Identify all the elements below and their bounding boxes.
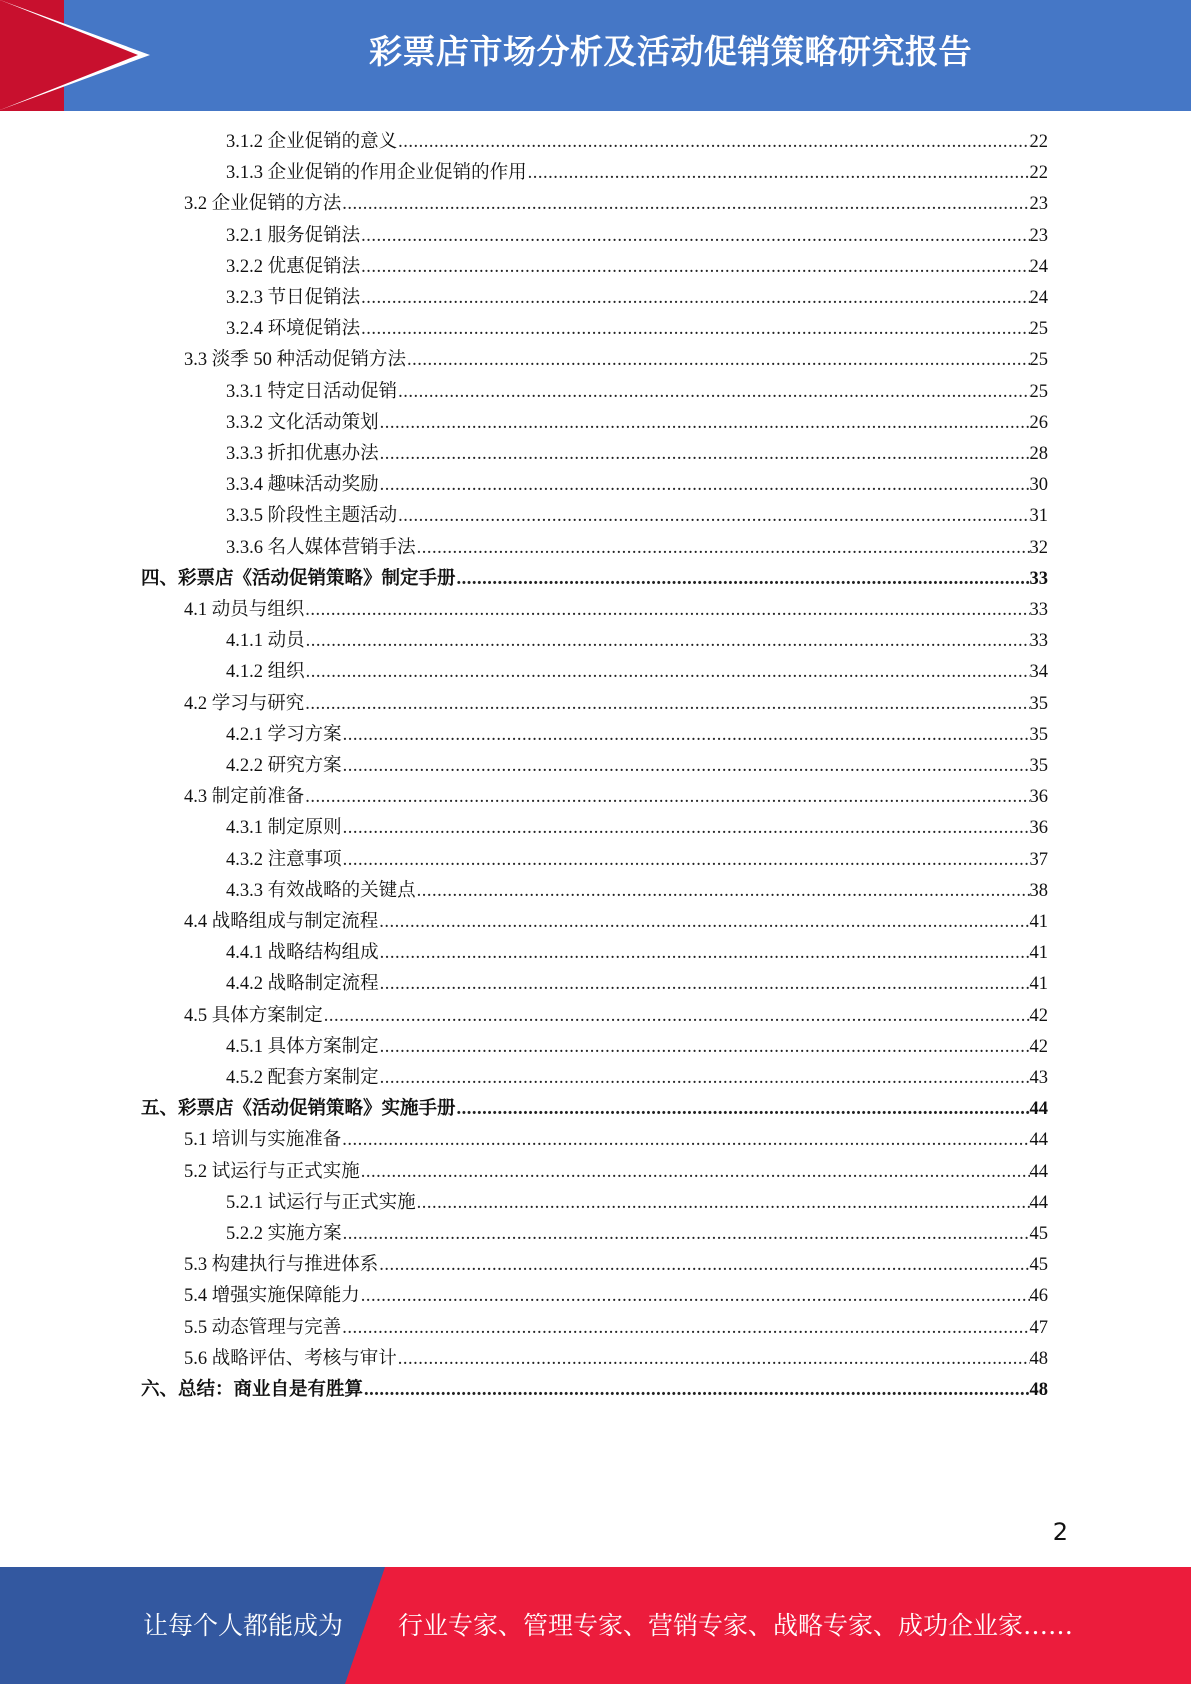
toc-entry-page: 24 [1029,288,1048,308]
toc-entry-page: 22 [1029,132,1048,152]
toc-leader-dots [398,1344,1030,1375]
toc-entry-page: 23 [1029,225,1048,246]
toc-leader-dots [364,1375,1029,1406]
toc-entry-label: 3.3.1 特定日活动促销 [226,381,398,402]
toc-entry-label: 4.5.1 具体方案制定 [226,1036,379,1057]
toc-leader-dots [398,127,1029,158]
toc-entry-label: 五、彩票店《活动促销策略》实施手册 [141,1099,456,1120]
toc-leader-dots [380,439,1030,470]
toc-leader-dots [457,564,1030,595]
toc-entry[interactable] [226,720,1048,751]
toc-leader-dots [343,751,1030,782]
footer-blue-diagonal [345,1567,385,1684]
toc-entry-page: 44 [1029,1130,1048,1151]
toc-entry-label: 5.1 培训与实施准备 [184,1130,342,1151]
toc-entry[interactable] [226,439,1048,470]
toc-entry[interactable] [226,377,1048,408]
toc-entry-label: 4.1.1 动员 [226,631,305,652]
toc-leader-dots [343,720,1030,751]
toc-leader-dots [380,969,1030,1000]
toc-entry-label: 3.2.3 节日促销法 [226,288,361,308]
toc-leader-dots [306,657,1030,688]
toc-entry-label: 4.3.2 注意事项 [226,849,342,870]
toc-entry-page: 37 [1029,849,1048,870]
toc-entry[interactable] [226,845,1048,876]
toc-leader-dots [324,1001,1030,1032]
toc-leader-dots [379,1250,1029,1281]
toc-entry[interactable] [184,1281,1048,1312]
toc-entry[interactable] [184,907,1048,938]
toc-leader-dots [361,252,1029,283]
toc-entry-page: 34 [1029,662,1048,683]
toc-entry-page: 46 [1029,1286,1048,1307]
toc-entry-page: 35 [1029,693,1048,714]
toc-entry-page: 36 [1029,787,1048,808]
toc-leader-dots [305,689,1029,720]
toc-entry[interactable] [226,1188,1048,1219]
toc-entry[interactable] [184,1344,1048,1375]
toc-leader-dots [380,1063,1030,1094]
toc-entry-label: 3.2.4 环境促销法 [226,319,361,340]
toc-entry-page: 48 [1029,1348,1048,1369]
toc-entry-page: 23 [1029,194,1048,215]
toc-entry-label: 3.2.2 优惠促销法 [226,256,361,277]
toc-leader-dots [380,408,1030,439]
toc-entry-label: 4.3.1 制定原则 [226,818,342,839]
toc-entry-label: 3.1.3 企业促销的作用企业促销的作用 [226,163,527,184]
toc-entry-page: 25 [1029,319,1048,340]
toc-entry[interactable] [226,876,1048,907]
toc-entry[interactable] [141,1094,1048,1125]
toc-entry-label: 六、总结：商业自是有胜算 [141,1380,364,1400]
toc-leader-dots [305,595,1029,626]
toc-entry-label: 4.2 学习与研究 [184,693,305,714]
toc-leader-dots [380,938,1030,969]
toc-entry-label: 3.1.2 企业促销的意义 [226,132,398,152]
toc-entry-label: 四、彩票店《活动促销策略》制定手册 [141,568,456,589]
toc-leader-dots [417,533,1030,564]
toc-entry[interactable] [226,533,1048,564]
toc-leader-dots [417,876,1030,907]
toc-entry-label: 4.1 动员与组织 [184,600,305,620]
footer-slogan-left: 让每个人都能成为 [143,1611,344,1640]
toc-leader-dots [380,470,1030,501]
toc-entry-page: 33 [1029,568,1048,589]
toc-entry[interactable] [184,1313,1048,1344]
toc-entry[interactable] [184,1157,1048,1188]
toc-entry[interactable] [184,595,1048,626]
toc-entry-page: 35 [1029,756,1048,776]
toc-entry[interactable] [226,1219,1048,1250]
toc-entry[interactable] [226,127,1048,158]
toc-entry-label: 5.3 构建执行与推进体系 [184,1255,379,1276]
toc-entry-page: 44 [1029,1099,1048,1120]
toc-entry-label: 3.3.2 文化活动策划 [226,412,379,433]
toc-entry[interactable] [226,221,1048,252]
toc-entry[interactable] [226,408,1048,439]
toc-leader-dots [407,345,1029,376]
toc-entry[interactable] [226,1032,1048,1063]
toc-entry-label: 4.2.2 研究方案 [226,756,342,776]
toc-entry-page: 42 [1029,1036,1048,1057]
toc-entry[interactable] [184,1001,1048,1032]
toc-leader-dots [343,845,1030,876]
toc-entry[interactable] [226,813,1048,844]
toc-leader-dots [398,377,1029,408]
toc-entry-page: 24 [1029,256,1048,277]
toc-entry[interactable] [141,564,1048,595]
toc-entry-page: 41 [1029,912,1048,932]
toc-entry-label: 4.3 制定前准备 [184,787,305,808]
toc-entry-label: 5.5 动态管理与完善 [184,1317,342,1338]
toc-entry-page: 48 [1029,1380,1048,1400]
toc-entry[interactable] [226,1063,1048,1094]
toc-entry[interactable] [184,189,1048,220]
toc-entry[interactable] [226,283,1048,314]
toc-entry-label: 3.3.4 趣味活动奖励 [226,475,379,496]
toc-entry-label: 5.4 增强实施保障能力 [184,1286,360,1307]
toc-entry-label: 4.3.3 有效战略的关键点 [226,880,416,901]
toc-leader-dots [343,1219,1030,1250]
toc-entry-page: 45 [1029,1255,1048,1276]
toc-leader-dots [306,626,1030,657]
page-header [0,0,1191,111]
toc-entry[interactable] [184,1250,1048,1281]
toc-entry-page: 25 [1029,381,1048,402]
toc-entry-page: 26 [1029,412,1048,433]
toc-leader-dots [342,1125,1029,1156]
toc-entry-page: 32 [1029,537,1048,558]
toc-entry-page: 43 [1029,1068,1048,1088]
toc-entry-label: 4.5 具体方案制定 [184,1005,323,1026]
toc-leader-dots [305,782,1029,813]
toc-entry-page: 22 [1029,163,1048,184]
toc-entry[interactable] [226,969,1048,1000]
toc-entry-page: 47 [1029,1317,1048,1338]
footer-slogan-right: 行业专家、管理专家、营销专家、战略专家、成功企业家…… [398,1611,1074,1640]
toc-leader-dots [528,158,1030,189]
toc-entry-page: 42 [1029,1005,1048,1026]
toc-entry[interactable] [226,501,1048,532]
toc-entry[interactable] [226,626,1048,657]
toc-entry[interactable] [226,657,1048,688]
toc-entry-label: 3.3 淡季 50 种活动促销方法 [184,350,407,371]
toc-leader-dots [379,907,1029,938]
toc-entry[interactable] [184,1125,1048,1156]
toc-entry-page: 35 [1029,724,1048,745]
toc-entry[interactable] [184,782,1048,813]
toc-entry-label: 5.2 试运行与正式实施 [184,1161,360,1182]
toc-leader-dots [361,283,1029,314]
toc-entry-label: 5.2.2 实施方案 [226,1224,342,1244]
toc-entry-label: 3.3.5 阶段性主题活动 [226,506,398,527]
toc-entry-page: 33 [1029,600,1048,620]
toc-leader-dots [361,221,1029,252]
toc-entry-page: 31 [1029,506,1048,527]
toc-entry[interactable] [226,751,1048,782]
toc-leader-dots [342,189,1029,220]
toc-entry-page: 28 [1029,444,1048,464]
toc-entry-page: 30 [1029,475,1048,496]
page-footer [0,1567,1191,1684]
toc-entry-label: 3.2 企业促销的方法 [184,194,342,215]
toc-leader-dots [417,1188,1030,1219]
toc-leader-dots [343,813,1030,844]
page-number: 2 [1052,1518,1068,1546]
toc-leader-dots [342,1313,1029,1344]
toc-entry-label: 3.3.6 名人媒体营销手法 [226,537,416,558]
document-title: 彩票店市场分析及活动促销策略研究报告 [369,32,972,71]
toc-entry-label: 3.3.3 折扣优惠办法 [226,444,379,464]
toc-entry-page: 41 [1029,943,1048,964]
toc-entry-label: 5.6 战略评估、考核与审计 [184,1348,397,1369]
toc-entry[interactable] [226,470,1048,501]
toc-entry-label: 4.5.2 配套方案制定 [226,1068,379,1088]
toc-leader-dots [361,1157,1030,1188]
toc-entry-page: 44 [1029,1192,1048,1213]
toc-entry[interactable] [184,689,1048,720]
toc-entry-label: 4.4.2 战略制定流程 [226,974,379,995]
toc-entry[interactable] [141,1375,1048,1406]
header-chevron [0,0,138,110]
toc-entry-label: 4.4.1 战略结构组成 [226,943,379,964]
toc-entry-page: 38 [1029,880,1048,901]
toc-entry-label: 4.1.2 组织 [226,662,305,683]
toc-entry-page: 36 [1029,818,1048,839]
toc-entry[interactable] [226,314,1048,345]
toc-entry-page: 41 [1029,974,1048,995]
toc-entry-page: 44 [1029,1161,1048,1182]
toc-entry-label: 4.2.1 学习方案 [226,724,342,745]
toc-leader-dots [361,314,1029,345]
toc-entry[interactable] [226,158,1048,189]
toc-entry-page: 33 [1029,631,1048,652]
toc-leader-dots [398,501,1029,532]
toc-entry[interactable] [226,252,1048,283]
toc-entry-label: 5.2.1 试运行与正式实施 [226,1192,416,1213]
toc-entry-page: 45 [1029,1224,1048,1244]
toc-entry-label: 3.2.1 服务促销法 [226,225,361,246]
toc-leader-dots [457,1094,1030,1125]
toc-entry-label: 4.4 战略组成与制定流程 [184,912,379,932]
toc-leader-dots [380,1032,1030,1063]
toc-leader-dots [361,1281,1030,1312]
toc-entry-page: 25 [1029,350,1048,371]
toc-entry[interactable] [226,938,1048,969]
toc-entry[interactable] [184,345,1048,376]
